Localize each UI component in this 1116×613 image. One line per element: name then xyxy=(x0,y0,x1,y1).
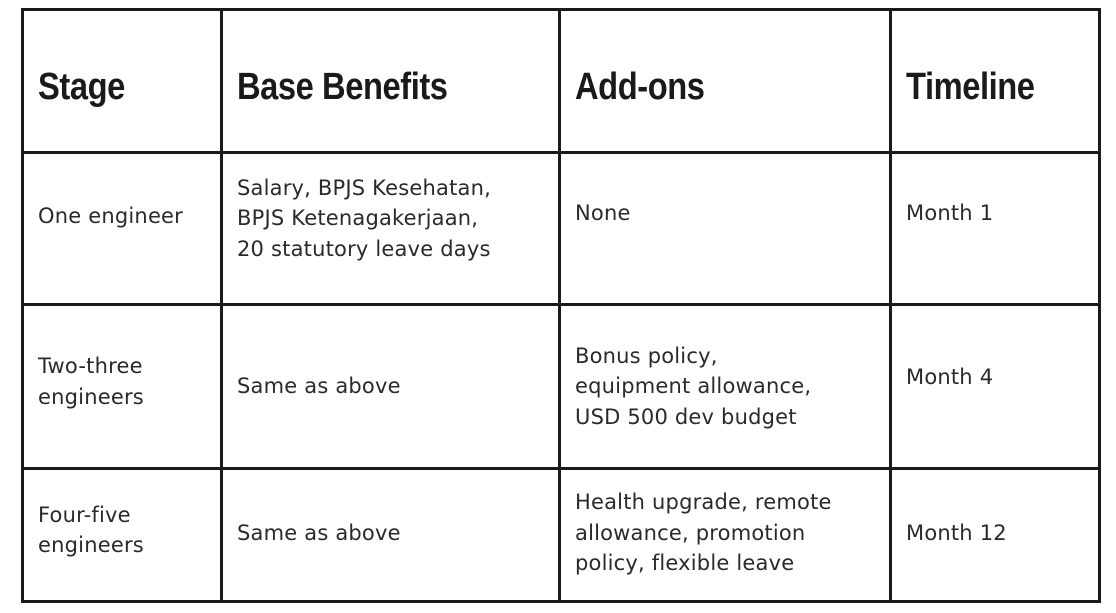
cell-stage-text: One engineer xyxy=(38,204,184,229)
cell-timeline-text: Month 12 xyxy=(906,520,1007,545)
table-row xyxy=(23,305,1100,469)
cell-timeline xyxy=(891,153,1100,305)
cell-add-ons xyxy=(560,153,891,305)
cell-timeline xyxy=(891,469,1100,602)
cell-base-benefits-text: Same as above xyxy=(237,520,401,545)
cell-stage xyxy=(23,153,222,305)
cell-add-ons xyxy=(560,305,891,469)
cell-base-benefits xyxy=(222,153,560,305)
cell-base-benefits-text: Salary, BPJS Kesehatan, BPJS Ketenagakerjaan, 20 statutory leave days xyxy=(237,175,491,261)
header-add-ons: Add-ons xyxy=(560,10,891,153)
cell-stage xyxy=(23,305,222,469)
cell-add-ons-text: Health upgrade, remote allowance, promotion policy, flexible leave xyxy=(575,490,832,576)
table-header-row xyxy=(23,10,1100,153)
cell-base-benefits-text: Same as above xyxy=(237,374,401,399)
cell-timeline-text: Month 1 xyxy=(906,201,994,225)
benefits-table-container xyxy=(21,8,1101,603)
cell-timeline xyxy=(891,305,1100,469)
cell-stage xyxy=(23,469,222,602)
cell-timeline-text: Month 4 xyxy=(906,365,994,389)
cell-add-ons xyxy=(560,469,891,602)
cell-stage-text: Two-three engineers xyxy=(38,354,144,409)
table-row xyxy=(23,469,1100,602)
cell-base-benefits xyxy=(222,469,560,602)
benefits-table xyxy=(21,8,1101,603)
cell-add-ons-text: Bonus policy, equipment allowance, USD 500 dev budget xyxy=(575,343,812,429)
table-row xyxy=(23,153,1100,305)
cell-add-ons-text: None xyxy=(575,201,631,225)
header-stage: Stage xyxy=(23,10,222,153)
cell-base-benefits xyxy=(222,305,560,469)
header-timeline: Timeline xyxy=(891,10,1100,153)
cell-stage-text: Four-five engineers xyxy=(38,502,144,557)
header-base-benefits: Base Benefits xyxy=(222,10,560,153)
